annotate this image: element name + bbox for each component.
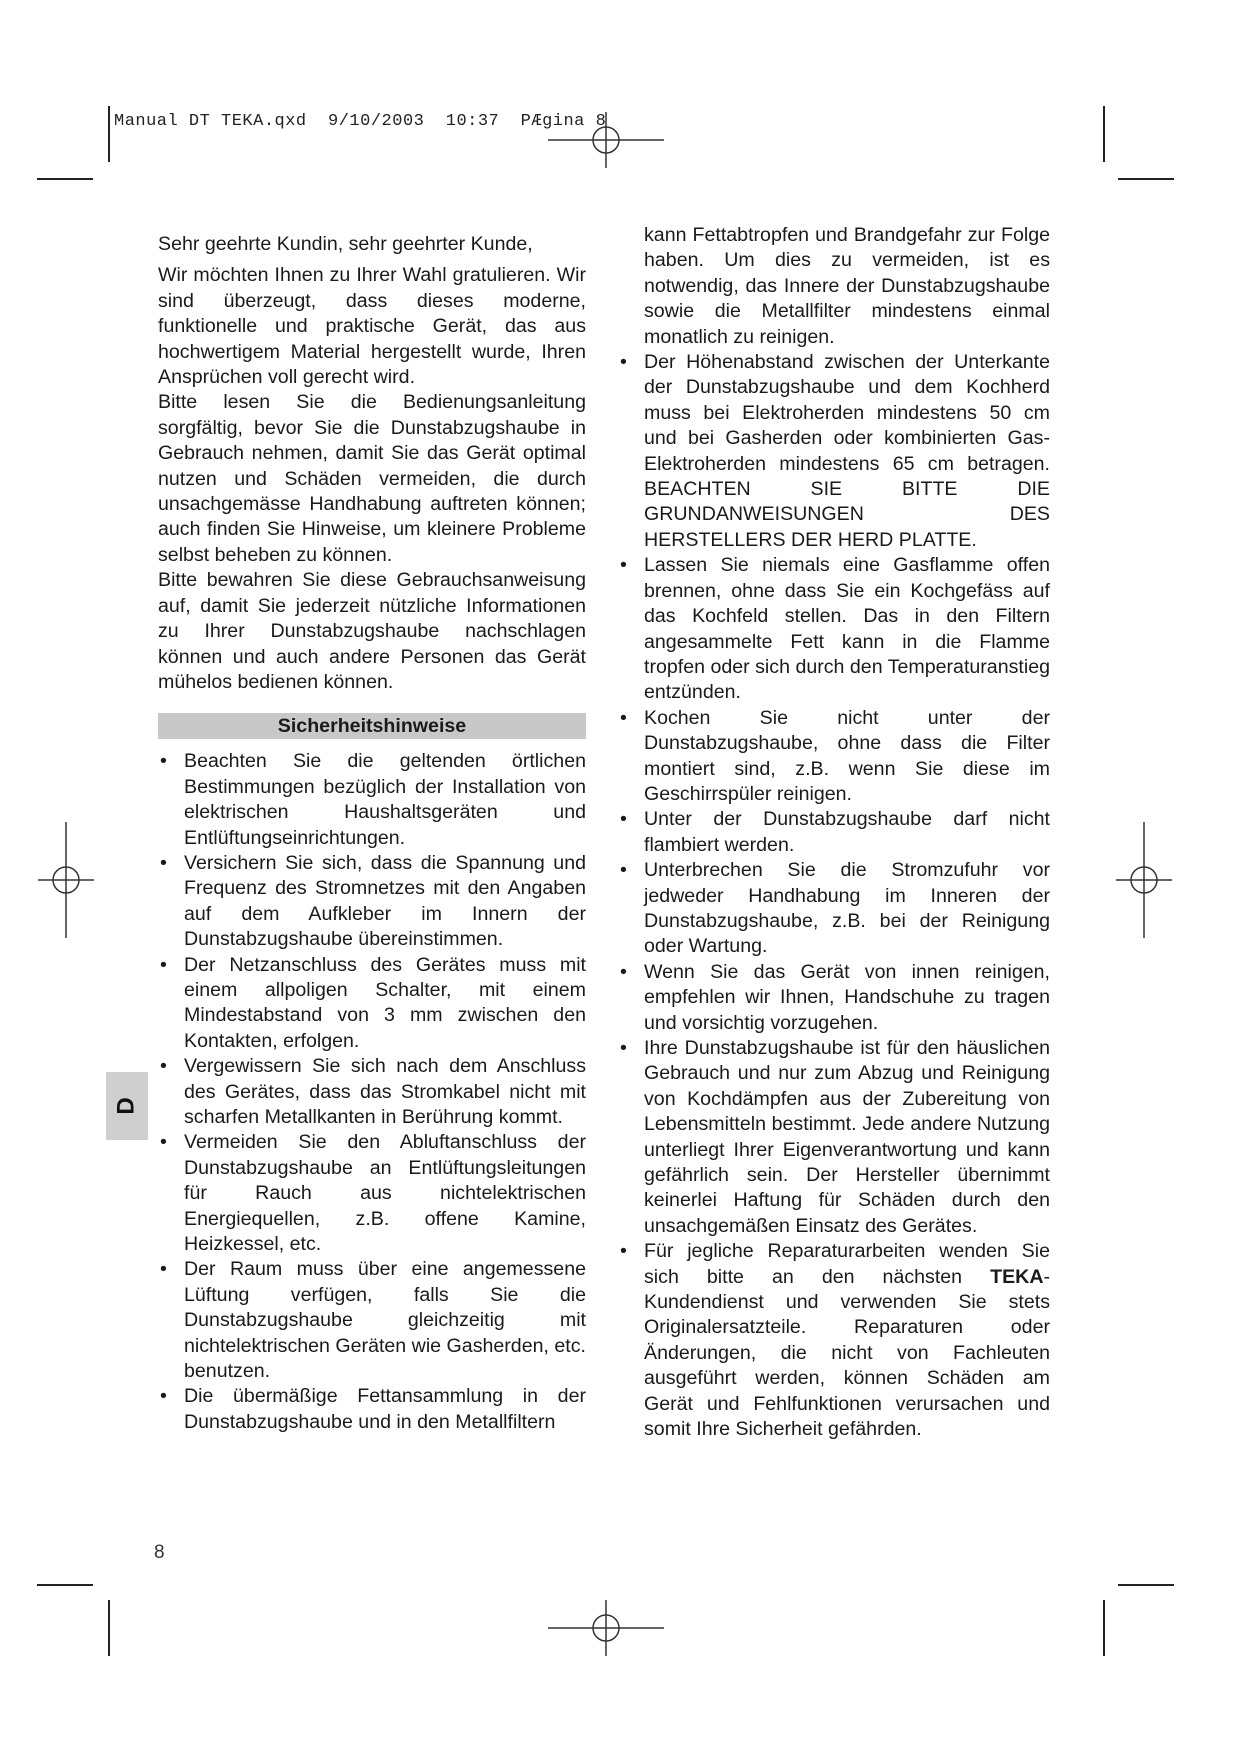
crop-mark-bottom-right-vertical [1103,1600,1105,1656]
crop-mark-top-right-horizontal [1118,178,1174,180]
list-item: • Der Netzanschluss des Gerätes muss mit einem allpoligen Schalter, mit einem Mindestabstand von 3 mm zwischen den Kontakten, erfolgen. [158,953,586,1055]
continued-list-text: kann Fettabtropfen und Brandgefahr zur Folge haben. Um dies zu vermeiden, ist es notwendig, das Innere der Dunstabzugshaube sowie die Metallfilter mindestens einmal monatlich zu reinigen. [644,224,1050,348]
list-item: • Wenn Sie das Gerät von innen reinigen, empfehlen wir Ihnen, Handschuhe zu tragen und vorsichtig vorzugehen. [618,960,1050,1036]
list-item: • Kochen Sie nicht unter der Dunstabzugshaube, ohne dass die Filter montiert sind, z.B. wenn Sie diese im Geschirrspüler reinigen. [618,706,1050,808]
list-item: • Vermeiden Sie den Abluftanschluss der Dunstabzugshaube an Entlüftungsleitungen für Rauch aus nichtelektrischen Energiequellen, z.B. offene Kamine, Heizkessel, etc. [158,1130,586,1257]
page-number: 8 [154,1542,165,1563]
crop-mark-bottom-right-horizontal [1118,1584,1174,1586]
language-tab-letter: D [113,1097,140,1115]
list-item: • Unterbrechen Sie die Stromzufuhr vor jedweder Handhabung im Inneren der Dunstabzugshaube, z.B. bei der Reinigung oder Wartung. [618,858,1050,960]
repair-text-start: Für jegliche Reparaturarbeiten wenden Sie sich bitte an den nächsten [644,1240,1050,1288]
registration-mark-right-icon [1116,822,1172,938]
registration-mark-left-icon [38,822,94,938]
left-column [158,232,586,1435]
list-item: • Vergewissern Sie sich nach dem Anschluss des Gerätes, dass das Stromkabel nicht mit scharfen Metallkanten in Berührung kommt. [158,1054,586,1130]
crop-mark-bottom-left-horizontal [37,1584,93,1586]
list-item: • Versichern Sie sich, dass die Spannung und Frequenz des Stromnetzes mit den Angaben auf dem Aufkleber im Innern der Dunstabzugshaube übereinstimmen. [158,851,586,953]
intro-paragraph: Bitte lesen Sie die Bedienungsanleitung sorgfältig, bevor Sie die Dunstabzugshaube in Gebrauch nehmen, damit Sie das Gerät optimal nutzen und Schäden vermeiden, die durch unsachgemässe Handhabung auftreten können; auch finden Sie Hinweise, um kleinere Probleme selbst beheben zu können. [158,391,586,566]
list-item: • Unter der Dunstabzugshaube darf nicht flambiert werden. [618,807,1050,858]
crop-mark-top-left-horizontal [37,178,93,180]
list-item: • Ihre Dunstabzugshaube ist für den häuslichen Gebrauch und nur zum Abzug und Reinigung von Kochdämpfen aus der Zubereitung von Lebensmitteln bestimmt. Jede andere Nutzung unterliegt Ihrer Eigenverantwortung und kann gefährlich sein. Der Hersteller übernimmt keinerlei Haftung für Schäden durch den unsachgemäßen Einsatz des Gerätes. [618,1036,1050,1239]
repair-text-end: -Kundendienst und verwenden Sie stets Originalersatzteile. Reparaturen oder Änderungen, die nicht von Fachleuten ausgeführt werden, können Schäden am Gerät und Fehlfunktionen verursachen und somit Ihre Sicherheit gefährden. [644,1265,1050,1441]
print-slug-line: Manual DT TEKA.qxd 9/10/2003 10:37 PÆgina 8 [114,112,607,131]
list-item-repairs [618,1239,1050,1442]
list-item: • Der Raum muss über eine angemessene Lüftung verfügen, falls Sie die Dunstabzugshaube gleichzeitig mit nichtelektrischen Geräten wie Gasherden, etc. benutzen. [158,1257,586,1384]
safety-list-right [618,350,1050,1442]
intro-paragraph: Wir möchten Ihnen zu Ihrer Wahl gratulieren. Wir sind überzeugt, dass dieses moderne, funktionelle und praktische Gerät, das aus hochwertigem Material hergestellt wurde, Ihren Ansprüchen voll gerecht wird. [158,264,586,389]
section-title-safety: Sicherheitshinweise [158,713,586,739]
list-item: • Lassen Sie niemals eine Gasflamme offen brennen, ohne dass Sie ein Kochgefäss auf das Kochfeld stellen. Das in den Filtern angesammelte Fett kann in die Flamme tropfen oder sich durch den Temperaturanstieg entzünden. [618,553,1050,705]
registration-mark-bottom-icon [548,1600,664,1656]
greeting: Sehr geehrte Kundin, sehr geehrter Kunde, [158,233,533,255]
safety-list-left [158,749,586,1435]
crop-mark-top-right-vertical [1103,106,1105,162]
registration-mark-top-icon [548,112,664,168]
intro-paragraph: Bitte bewahren Sie diese Gebrauchsanweisung auf, damit Sie jederzeit nützliche Informationen zu Ihrer Dunstabzugshaube nachschlagen können und auch andere Personen das Gerät mühelos bedienen können. [158,569,586,693]
right-column [618,223,1050,1443]
list-item: • Der Höhenabstand zwischen der Unterkante der Dunstabzugshaube und dem Kochherd muss bei Elektroherden mindestens 50 cm und bei Gasherden oder kombinierten Gas-Elektroherden mindestens 65 cm betragen. BEACHTEN SIE BITTE DIE GRUNDANWEISUNGEN DES HERSTELLERS DER HERD PLATTE. [618,350,1050,553]
list-item: • Die übermäßige Fettansammlung in der Dunstabzugshaube und in den Metallfiltern [158,1384,586,1435]
brand-name: TEKA [990,1265,1044,1288]
crop-mark-top-left-vertical [108,106,110,162]
crop-mark-bottom-left-vertical [108,1600,110,1656]
list-item: • Beachten Sie die geltenden örtlichen Bestimmungen bezüglich der Installation von elektrischen Haushaltsgeräten und Entlüftungseinrichtungen. [158,749,586,851]
language-side-tab [106,1072,148,1140]
